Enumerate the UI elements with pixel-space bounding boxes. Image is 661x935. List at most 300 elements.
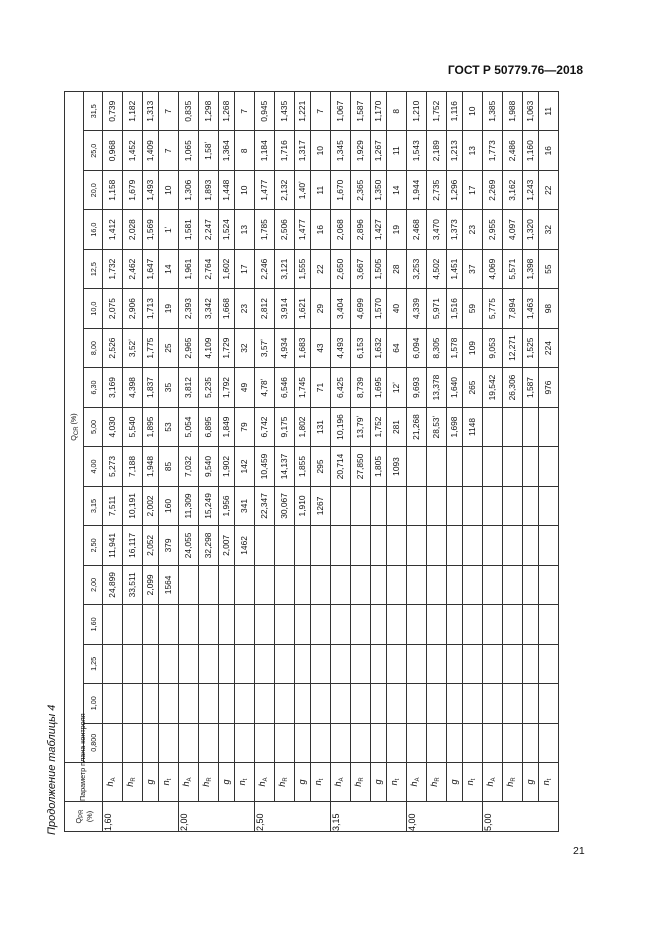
table-cell: 1ʼ: [159, 210, 179, 249]
table-cell: 295: [311, 447, 331, 486]
param-cell: [539, 763, 559, 802]
table-cell: 2,269: [483, 170, 503, 209]
table-cell: 1,477: [255, 170, 275, 209]
qcr-value-header: 8,00: [84, 328, 103, 367]
table-cell: 25: [159, 328, 179, 367]
table-cell: 16,117: [123, 526, 143, 565]
table-cell: 1,792: [219, 368, 235, 407]
table-cell: 1,067: [331, 92, 351, 132]
table-cell: 1,452: [123, 131, 143, 170]
table-cell: [351, 605, 371, 644]
table-cell: 14,137: [275, 447, 295, 486]
table-cell: [387, 684, 407, 723]
table-cell: 4,934: [275, 328, 295, 367]
table-cell: [331, 486, 351, 525]
table-cell: 1,543: [407, 131, 427, 170]
table-cell: 1,40ʼ: [295, 170, 311, 209]
table-cell: 16: [311, 210, 331, 249]
table-cell: 9,175: [275, 407, 295, 446]
table-cell: [407, 486, 427, 525]
table-cell: 4,78ʼ: [255, 368, 275, 407]
page-number: 21: [573, 845, 585, 857]
table-cell: [123, 684, 143, 723]
param-subscript: R: [283, 777, 289, 782]
table-cell: 131: [311, 407, 331, 446]
table-cell: [371, 723, 387, 762]
table-cell: 3,342: [199, 289, 219, 328]
table-cell: 1,732: [103, 249, 123, 288]
qcr-value-header: 10,0: [84, 289, 103, 328]
table-cell: [539, 486, 559, 525]
param-subscript: A: [111, 777, 117, 782]
table-cell: 8,739: [351, 368, 371, 407]
table-cell: [351, 565, 371, 604]
table-cell: 4,398: [123, 368, 143, 407]
table-cell: 3,162: [503, 170, 523, 209]
table-cell: 8: [387, 92, 407, 132]
table-cell: 2,486: [503, 131, 523, 170]
table-cell: 4,069: [483, 249, 503, 288]
table-cell: 13: [235, 210, 255, 249]
table-cell: 22: [539, 170, 559, 209]
qcr-value-header: 16,0: [84, 210, 103, 249]
table-cell: 1,58ʼ: [199, 131, 219, 170]
table-cell: [199, 684, 219, 723]
table-cell: 1,670: [331, 170, 351, 209]
table-cell: 13,378: [427, 368, 447, 407]
table-cell: [199, 644, 219, 683]
table-cell: 59: [463, 289, 483, 328]
param-subscript: t: [471, 778, 477, 781]
table-cell: 10: [311, 131, 331, 170]
qcr-value-header: 12,5: [84, 249, 103, 288]
table-cell: 1,602: [219, 249, 235, 288]
table-cell: [483, 684, 503, 723]
table-cell: 1,170: [371, 92, 387, 132]
table-cell: [235, 644, 255, 683]
table-cell: [295, 644, 311, 683]
table-cell: 1,895: [143, 407, 159, 446]
qcr-value-header: 25,0: [84, 131, 103, 170]
qpr-header: [65, 802, 103, 832]
table-cell: 4,339: [407, 289, 427, 328]
table-cell: 6,546: [275, 368, 295, 407]
param-subscript: t: [319, 778, 325, 781]
table-cell: 28,53ʼ: [427, 407, 447, 446]
param-cell: [483, 763, 503, 802]
table-cell: [351, 723, 371, 762]
param-cell: [199, 763, 219, 802]
table-cell: [311, 526, 331, 565]
qpr-value: 3,15: [331, 802, 407, 832]
table-caption: Продолжение таблицы 4: [46, 704, 58, 835]
table-cell: 1,317: [295, 131, 311, 170]
table-cell: 8: [235, 131, 255, 170]
table-cell: 1,505: [371, 249, 387, 288]
table-cell: [331, 723, 351, 762]
qcr-value-header: 20,0: [84, 170, 103, 209]
table-row: [123, 92, 143, 832]
table-cell: 1093: [387, 447, 407, 486]
table-cell: 1,427: [371, 210, 387, 249]
table-cell: 1,268: [219, 92, 235, 132]
table-cell: [235, 684, 255, 723]
table-cell: [539, 684, 559, 723]
table-cell: 1,729: [219, 328, 235, 367]
table-cell: 4,030: [103, 407, 123, 446]
param-symbol: $h_A$: [257, 777, 269, 787]
table-cell: 1,364: [219, 131, 235, 170]
param-symbol: g: [449, 779, 459, 785]
table-cell: 53: [159, 407, 179, 446]
table-cell: 1,752: [371, 407, 387, 446]
table-row: [235, 92, 255, 832]
table-cell: [295, 526, 311, 565]
table-cell: [275, 723, 295, 762]
table-cell: [523, 644, 539, 683]
table-cell: [503, 684, 523, 723]
table-cell: [311, 684, 331, 723]
table-cell: 6,094: [407, 328, 427, 367]
table-cell: 19: [159, 289, 179, 328]
table-cell: 5,054: [179, 407, 199, 446]
table-cell: 1,412: [103, 210, 123, 249]
table-cell: 10,196: [331, 407, 351, 446]
table-cell: 1,581: [179, 210, 199, 249]
table-cell: 2,526: [103, 328, 123, 367]
table-cell: 0,945: [255, 92, 275, 132]
table-cell: 1,116: [447, 92, 463, 132]
table-cell: [427, 684, 447, 723]
table-cell: 1,160: [523, 131, 539, 170]
table-cell: [447, 605, 463, 644]
table-cell: 6,153: [351, 328, 371, 367]
table-cell: [199, 565, 219, 604]
param-cell: [143, 763, 159, 802]
table-cell: 1,752: [427, 92, 447, 132]
table-cell: [447, 526, 463, 565]
table-cell: 1,184: [255, 131, 275, 170]
table-cell: 3,470: [427, 210, 447, 249]
param-symbol: $h_R$: [429, 777, 441, 787]
table-cell: 1,775: [143, 328, 159, 367]
table-cell: 3,169: [103, 368, 123, 407]
table-cell: 265: [463, 368, 483, 407]
param-symbol: g: [145, 779, 155, 785]
param-symbol: $h_R$: [505, 777, 517, 787]
table-cell: [143, 644, 159, 683]
table-cell: [523, 447, 539, 486]
table-cell: 7: [159, 92, 179, 132]
table-row: [523, 92, 539, 832]
table-cell: 20,714: [331, 447, 351, 486]
table-cell: [123, 605, 143, 644]
table-cell: [295, 565, 311, 604]
table-row: [179, 92, 199, 832]
table-cell: [407, 644, 427, 683]
table-cell: [387, 486, 407, 525]
param-cell: [447, 763, 463, 802]
table-cell: [103, 605, 123, 644]
table-cell: 2,075: [103, 289, 123, 328]
table-cell: 98: [539, 289, 559, 328]
table-cell: 5,571: [503, 249, 523, 288]
table-cell: 7: [311, 92, 331, 132]
table-cell: 1,961: [179, 249, 199, 288]
table-cell: [503, 407, 523, 446]
table-cell: [371, 486, 387, 525]
param-cell: [523, 763, 539, 802]
table-cell: [463, 565, 483, 604]
param-symbol: $h_A$: [333, 777, 345, 787]
table-cell: 1,944: [407, 170, 427, 209]
table-cell: [447, 684, 463, 723]
param-cell: [311, 763, 331, 802]
table-cell: 28: [387, 249, 407, 288]
table-cell: 1,063: [523, 92, 539, 132]
table-cell: 2,246: [255, 249, 275, 288]
table-cell: 11,309: [179, 486, 199, 525]
table-cell: 1,683: [295, 328, 311, 367]
table-cell: 1,243: [523, 170, 539, 209]
table-cell: 1267: [311, 486, 331, 525]
table-cell: 15,249: [199, 486, 219, 525]
table-cell: [463, 447, 483, 486]
table-cell: 32: [539, 210, 559, 249]
table-cell: [159, 723, 179, 762]
table-cell: [463, 526, 483, 565]
param-subscript: t: [167, 778, 173, 781]
param-symbol: $h_R$: [353, 777, 365, 787]
table-cell: [539, 447, 559, 486]
table-cell: 1,296: [447, 170, 463, 209]
table-cell: [351, 644, 371, 683]
table-cell: 9,693: [407, 368, 427, 407]
table-cell: 33,511: [123, 565, 143, 604]
table-cell: 4,699: [351, 289, 371, 328]
table-cell: 27,850: [351, 447, 371, 486]
table-cell: 1,373: [447, 210, 463, 249]
param-cell: [407, 763, 427, 802]
table-cell: [539, 644, 559, 683]
table-cell: 1,640: [447, 368, 463, 407]
table-cell: 1,948: [143, 447, 159, 486]
table-cell: [503, 565, 523, 604]
table-cell: 26,306: [503, 368, 523, 407]
table-cell: [103, 684, 123, 723]
qcr-value-header: 5,00: [84, 407, 103, 446]
table-cell: 24,899: [103, 565, 123, 604]
qpr-value: 4,00: [407, 802, 483, 832]
table-cell: 1,910: [295, 486, 311, 525]
table-cell: [427, 486, 447, 525]
table-row: [331, 92, 351, 832]
table-cell: 1,929: [351, 131, 371, 170]
qpr-value: 2,00: [179, 802, 255, 832]
table-cell: 22,347: [255, 486, 275, 525]
table-cell: 1,525: [523, 328, 539, 367]
table-cell: [503, 605, 523, 644]
param-cell: [179, 763, 199, 802]
table-cell: [179, 644, 199, 683]
table-cell: 14: [159, 249, 179, 288]
table-cell: [331, 605, 351, 644]
table-cell: 1,632: [371, 328, 387, 367]
param-symbol: $h_A$: [181, 777, 193, 787]
qcr-value-header: 1,60: [84, 605, 103, 644]
table-cell: 5,540: [123, 407, 143, 446]
table-cell: [351, 486, 371, 525]
table-cell: 1,679: [123, 170, 143, 209]
table-cell: 1,313: [143, 92, 159, 132]
table-cell: 79: [235, 407, 255, 446]
param-symbol: $n_t$: [237, 778, 249, 786]
table-cell: [523, 565, 539, 604]
table-row: [463, 92, 483, 832]
table-row: [219, 92, 235, 832]
table-cell: [407, 605, 427, 644]
table-cell: [295, 605, 311, 644]
param-subscript: A: [415, 777, 421, 782]
table-cell: 7: [159, 131, 179, 170]
table-row: [503, 92, 523, 832]
table-cell: [427, 644, 447, 683]
param-symbol: $h_R$: [201, 777, 213, 787]
table-cell: 35: [159, 368, 179, 407]
table-cell: 5,971: [427, 289, 447, 328]
table-cell: 3,253: [407, 249, 427, 288]
table-cell: [523, 407, 539, 446]
param-subscript: t: [547, 778, 553, 781]
table-cell: [371, 644, 387, 683]
table-cell: 2,906: [123, 289, 143, 328]
table-row: [371, 92, 387, 832]
param-symbol: $h_A$: [409, 777, 421, 787]
table-cell: [179, 565, 199, 604]
table-cell: 2,002: [143, 486, 159, 525]
table-cell: [447, 447, 463, 486]
table-cell: 10,191: [123, 486, 143, 525]
table-cell: 40: [387, 289, 407, 328]
table-cell: [407, 684, 427, 723]
table-cell: [311, 723, 331, 762]
table-cell: 1,398: [523, 249, 539, 288]
table-cell: [311, 565, 331, 604]
table-cell: 10: [463, 92, 483, 132]
table-cell: [483, 407, 503, 446]
table-cell: [255, 605, 275, 644]
param-cell: [159, 763, 179, 802]
table-cell: 9,540: [199, 447, 219, 486]
table-cell: [539, 526, 559, 565]
table-cell: [539, 565, 559, 604]
table-cell: [179, 605, 199, 644]
table-cell: [159, 644, 179, 683]
table-cell: [463, 684, 483, 723]
param-cell: [275, 763, 295, 802]
table-cell: 1,409: [143, 131, 159, 170]
param-symbol: $n_t$: [389, 778, 401, 786]
table-cell: [483, 723, 503, 762]
table-cell: [159, 684, 179, 723]
table-cell: [103, 644, 123, 683]
table-cell: [483, 486, 503, 525]
table-cell: 3,914: [275, 289, 295, 328]
param-cell: [463, 763, 483, 802]
table-row: [483, 92, 503, 832]
table-cell: 5,235: [199, 368, 219, 407]
qcr-value-header: 2,50: [84, 526, 103, 565]
param-cell: [331, 763, 351, 802]
table-cell: 23: [463, 210, 483, 249]
table-row: [275, 92, 295, 832]
table-cell: [255, 684, 275, 723]
table-cell: 5,775: [483, 289, 503, 328]
table-cell: 6,742: [255, 407, 275, 446]
table-cell: [539, 605, 559, 644]
table-cell: 2,189: [427, 131, 447, 170]
table-cell: 1,647: [143, 249, 159, 288]
param-header-text: Параметр плана контроля: [78, 713, 88, 801]
table-cell: 341: [235, 486, 255, 525]
qpr-value: 2,50: [255, 802, 331, 832]
table-cell: [143, 684, 159, 723]
table-cell: 22: [311, 249, 331, 288]
table-cell: 1,695: [371, 368, 387, 407]
table-cell: [483, 526, 503, 565]
table-cell: 9,053: [483, 328, 503, 367]
table-cell: 2,462: [123, 249, 143, 288]
param-symbol: $n_t$: [541, 778, 553, 786]
table-cell: 1,210: [407, 92, 427, 132]
table-cell: 6,895: [199, 407, 219, 446]
table-cell: [371, 684, 387, 723]
table-cell: 13: [463, 131, 483, 170]
table-cell: 7,894: [503, 289, 523, 328]
table-cell: 2,068: [331, 210, 351, 249]
table-cell: 16: [539, 131, 559, 170]
table-cell: 2,468: [407, 210, 427, 249]
table-cell: [179, 684, 199, 723]
table-cell: 10,459: [255, 447, 275, 486]
param-subscript: R: [435, 777, 441, 782]
param-subscript: R: [207, 777, 213, 782]
table-cell: 0,739: [103, 92, 123, 132]
table-cell: 10: [159, 170, 179, 209]
table-cell: 109: [463, 328, 483, 367]
table-cell: 71: [311, 368, 331, 407]
table-cell: [371, 565, 387, 604]
table-cell: [199, 723, 219, 762]
table-cell: 1,320: [523, 210, 539, 249]
table-cell: 1,158: [103, 170, 123, 209]
qpr-value: 5,00: [483, 802, 559, 832]
table-cell: [219, 684, 235, 723]
param-subscript: A: [187, 777, 193, 782]
table-cell: 1,451: [447, 249, 463, 288]
table-cell: [427, 723, 447, 762]
table-cell: 23: [235, 289, 255, 328]
table-cell: 1,213: [447, 131, 463, 170]
param-symbol: $n_t$: [313, 778, 325, 786]
param-symbol: g: [297, 779, 307, 785]
table-cell: 30,067: [275, 486, 295, 525]
table-cell: 1,849: [219, 407, 235, 446]
table-cell: [179, 723, 199, 762]
table-cell: 29: [311, 289, 331, 328]
table-cell: [523, 684, 539, 723]
param-subscript: A: [263, 777, 269, 782]
